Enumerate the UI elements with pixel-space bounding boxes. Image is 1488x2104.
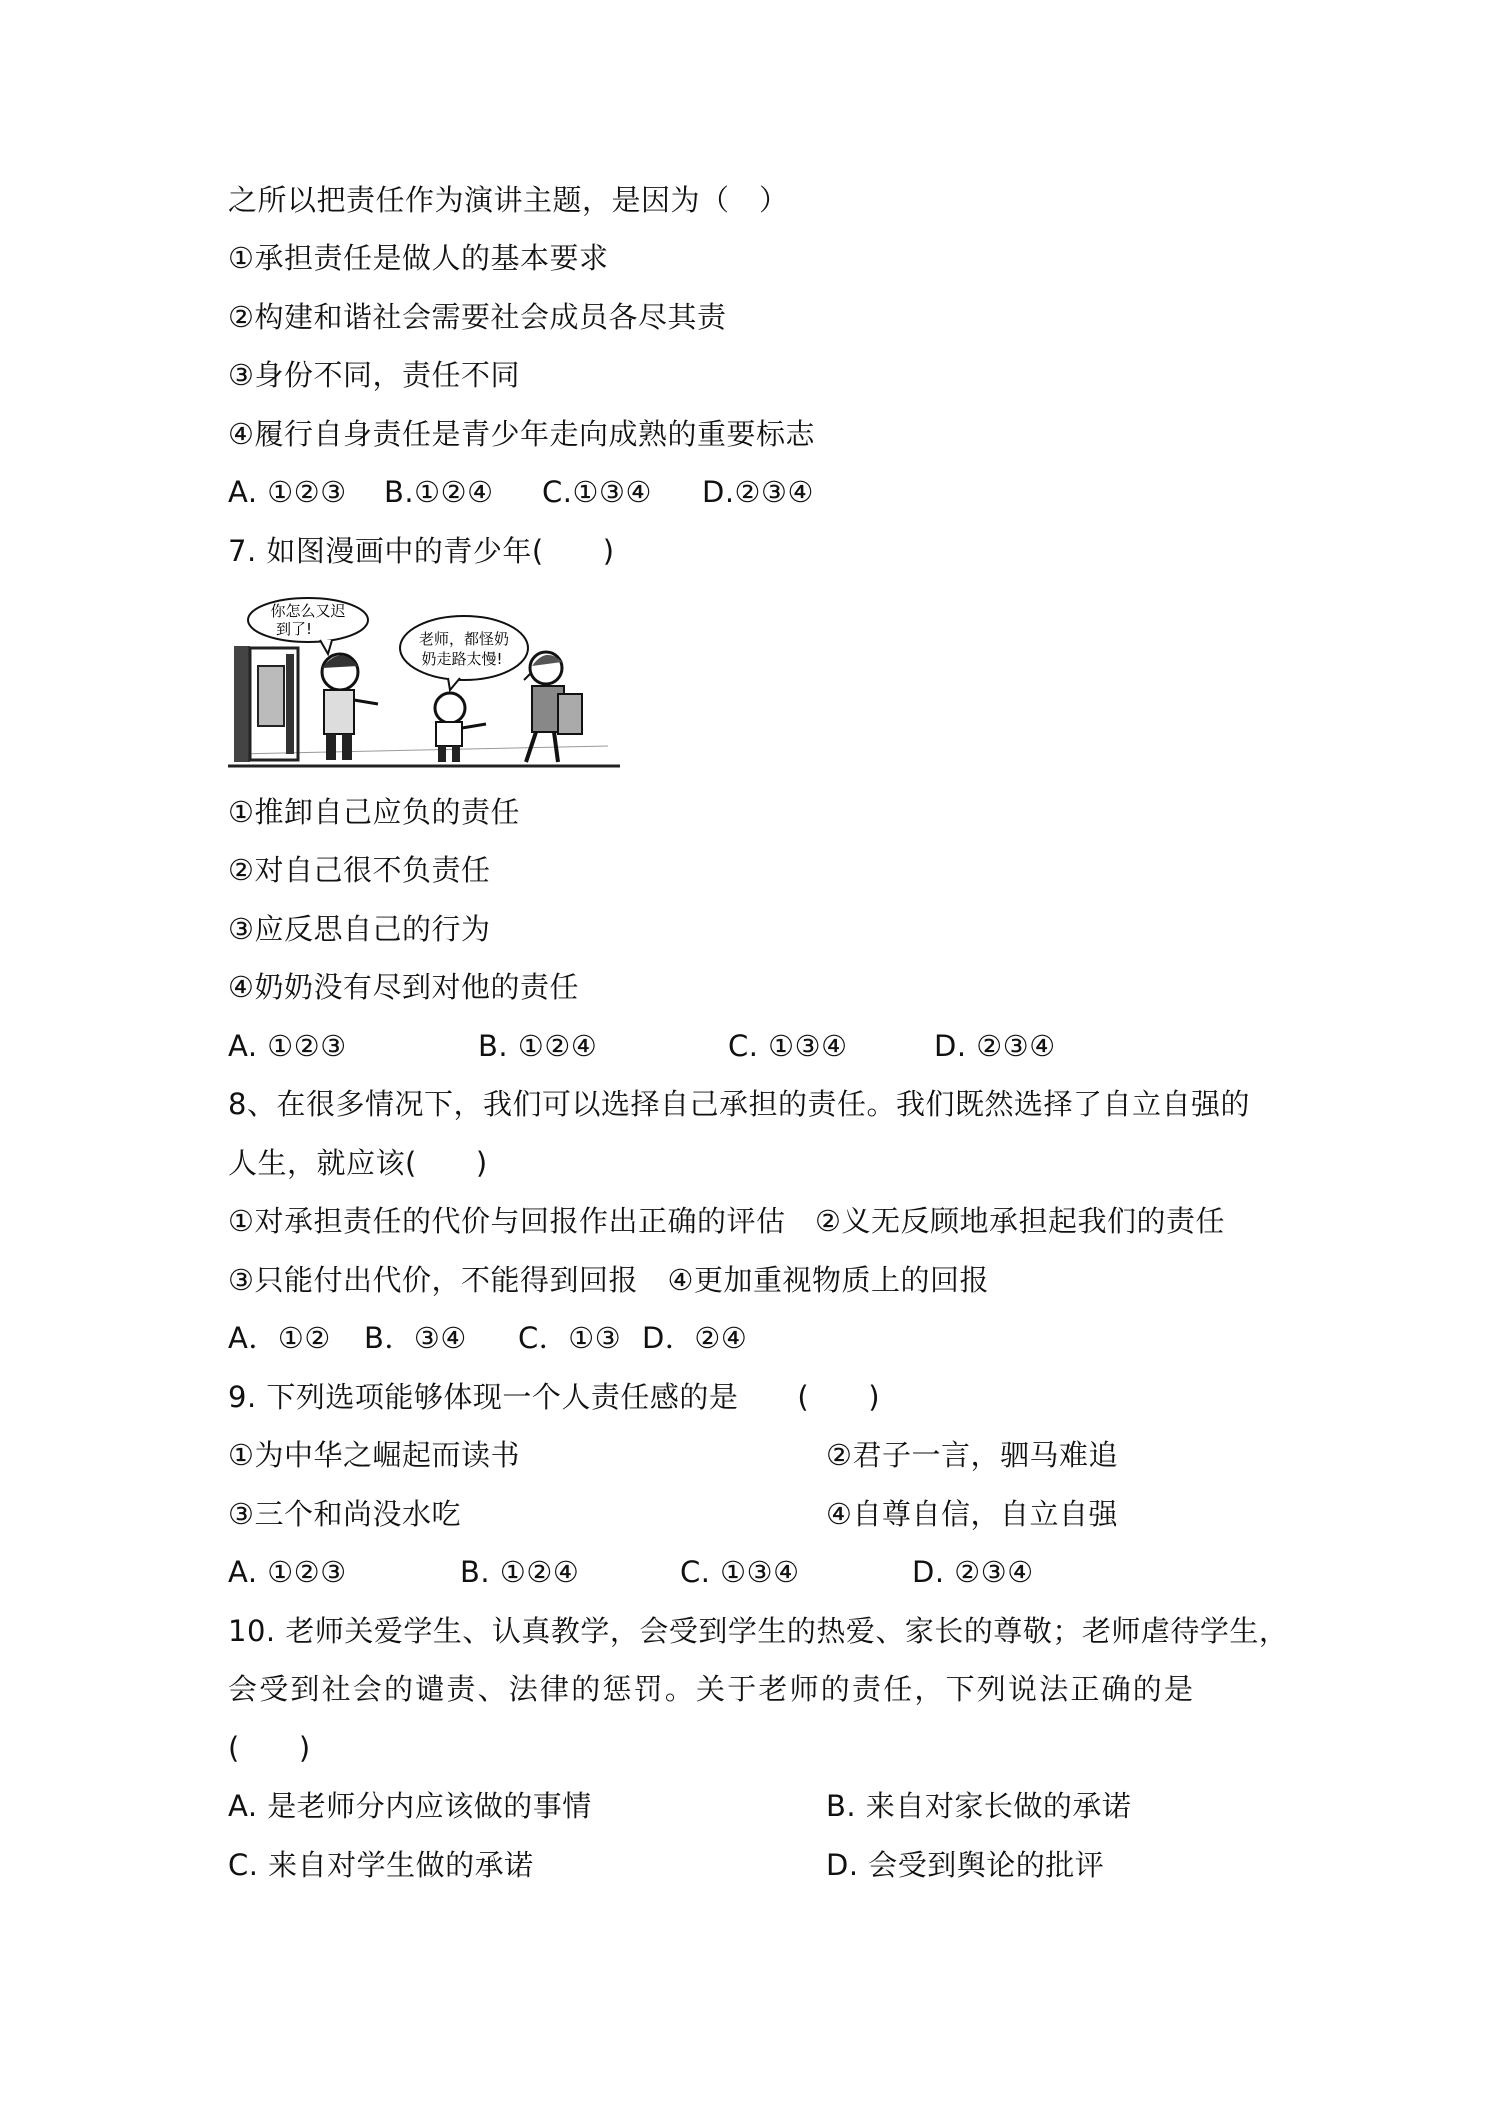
q9-item-3: ③三个和尚没水吃 — [228, 1497, 461, 1531]
q7-item-2: ②对自己很不负责任 — [228, 853, 491, 887]
q9-option-a: A. ①②③ — [228, 1555, 347, 1589]
q9-option-d: D. ②③④ — [912, 1555, 1034, 1589]
q10-stem-line-3: ( ) — [228, 1731, 311, 1765]
q9-item-2: ②君子一言，驷马难追 — [826, 1438, 1118, 1472]
q9-option-c: C. ①③④ — [680, 1555, 800, 1589]
q7-option-c: C. ①③④ — [728, 1029, 848, 1063]
q10-option-b: B. 来自对家长做的承诺 — [826, 1789, 1132, 1823]
teacher-bubble-line-2: 到了! — [275, 620, 313, 638]
q6-option-a: A. ①②③ — [228, 475, 347, 509]
q6-option-b: B.①②④ — [384, 475, 494, 509]
q7-options — [228, 1026, 1056, 1066]
q8-items-line-1: ①对承担责任的代价与回报作出正确的评估 ②义无反顾地承担起我们的责任 — [228, 1204, 1225, 1238]
q8-options — [228, 1318, 747, 1358]
q6-options — [228, 472, 814, 512]
q6-stem: 之所以把责任作为演讲主题，是因为（ ） — [228, 183, 789, 217]
q9-option-b: B. ①②④ — [460, 1555, 580, 1589]
q7-option-a: A. ①②③ — [228, 1029, 347, 1063]
q7-item-4: ④奶奶没有尽到对他的责任 — [228, 970, 579, 1004]
q6-item-2: ②构建和谐社会需要社会成员各尽其责 — [228, 300, 727, 334]
q8-stem-line-2: 人生，就应该( ) — [228, 1146, 488, 1180]
q9-options — [228, 1552, 1034, 1592]
q7-cartoon-image — [228, 596, 620, 772]
q7-option-b: B. ①②④ — [478, 1029, 598, 1063]
q9-stem: 9. 下列选项能够体现一个人责任感的是 ( ) — [228, 1380, 881, 1414]
q10-option-c: C. 来自对学生做的承诺 — [228, 1848, 534, 1882]
q6-item-3: ③身份不同，责任不同 — [228, 358, 520, 392]
q8-option-c: C．①③ — [518, 1321, 622, 1355]
q6-option-c: C.①③④ — [542, 475, 652, 509]
q10-stem-line-1: 10. 老师关爱学生、认真教学，会受到学生的热爱、家长的尊敬；老师虐待学生， — [228, 1614, 1289, 1648]
q8-stem-line-1: 8、在很多情况下，我们可以选择自己承担的责任。我们既然选择了自立自强的 — [228, 1087, 1250, 1121]
q9-item-1: ①为中华之崛起而读书 — [228, 1438, 520, 1472]
q7-stem: 7. 如图漫画中的青少年( ) — [228, 534, 615, 568]
q6-item-1: ①承担责任是做人的基本要求 — [228, 241, 609, 275]
q7-option-d: D. ②③④ — [934, 1029, 1056, 1063]
q9-item-4: ④自尊自信，自立自强 — [826, 1497, 1118, 1531]
q8-option-d: D．②④ — [642, 1321, 748, 1355]
student-bubble-line-2: 奶走路太慢! — [421, 650, 503, 668]
q10-option-a: A. 是老师分内应该做的事情 — [228, 1789, 592, 1823]
q10-stem-line-2: 会受到社会的谴责、法律的惩罚。关于老师的责任，下列说法正确的是 — [228, 1672, 1196, 1706]
q10-option-d: D. 会受到舆论的批评 — [826, 1848, 1105, 1882]
q8-items-line-2: ③只能付出代价，不能得到回报 ④更加重视物质上的回报 — [228, 1263, 989, 1297]
q6-option-d: D.②③④ — [702, 475, 815, 509]
q7-item-3: ③应反思自己的行为 — [228, 912, 491, 946]
student-bubble-line-1: 老师，都怪奶 — [418, 630, 510, 648]
q6-item-4: ④履行自身责任是青少年走向成熟的重要标志 — [228, 417, 815, 451]
q8-option-a: A．①② — [228, 1321, 331, 1355]
q7-item-1: ①推卸自己应负的责任 — [228, 795, 520, 829]
q8-option-b: B．③④ — [364, 1321, 467, 1355]
teacher-bubble-line-1: 你怎么又迟 — [270, 602, 346, 620]
